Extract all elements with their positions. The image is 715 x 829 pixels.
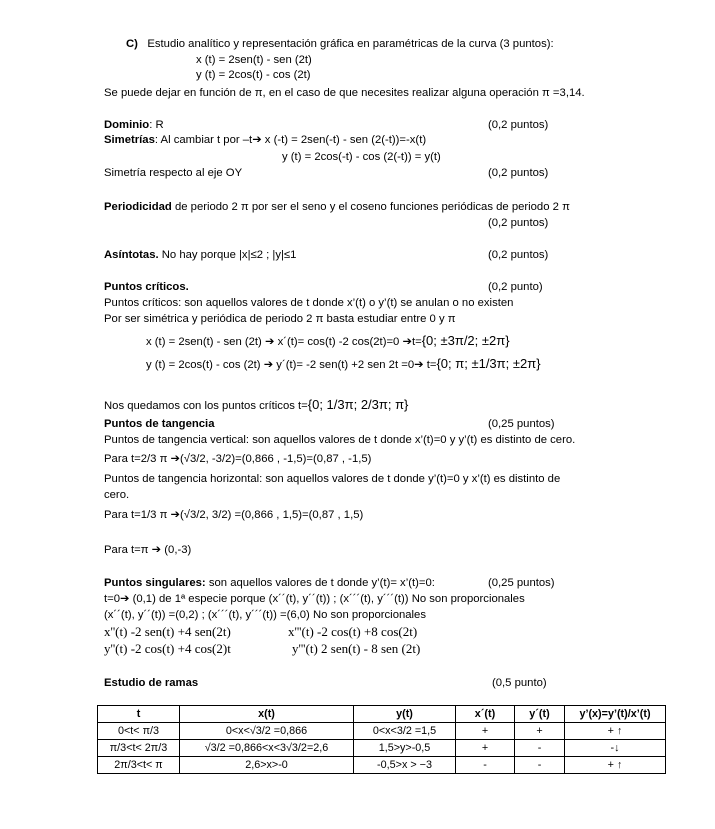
table-cell: + ↑ (565, 723, 666, 740)
table-header-cell: t (98, 706, 180, 723)
simetrias-line1: : Al cambiar t por –t➔ x (-t) = 2sen(-t) - sen (2(-t))=-x(t) (154, 134, 427, 146)
tangencia-para-v: Para t=2/3 π ➔(√3/2, -3/2)=(0,866 , -1,5)=(0,87 , -1,5) (104, 453, 372, 465)
table-cell: 0<x<√3/2 =0,866 (180, 723, 354, 740)
table-header-cell: y’(x)=y’(t)/x’(t) (565, 706, 666, 723)
criticos-x-set: {0; ±3π/2; ±2π} (421, 333, 510, 348)
singulares-line2: (x´´(t), y´´(t)) =(0,2) ; (x´´´(t), y´´´(t)) =(6,0) No son proporcionales (104, 609, 426, 621)
table-cell: - (456, 757, 515, 774)
tangencia-label: Puntos de tangencia (104, 418, 215, 430)
table-header-cell: x´(t) (456, 706, 515, 723)
table-cell: 1,5>y>-0,5 (354, 740, 456, 757)
pi-note: Se puede dejar en función de π, en el caso de que necesites realizar alguna operación π =3,14. (104, 87, 585, 99)
singulares-d3x: x'''(t) -2 cos(t) +8 cos(2t) (288, 624, 418, 639)
criticos-line1: Puntos críticos: son aquellos valores de t donde x’(t) o y’(t) se anulan o no existen (104, 297, 514, 309)
equation-x: x (t) = 2sen(t) - sen (2t) (196, 54, 312, 66)
table-cell: - (515, 757, 565, 774)
criticos-points: (0,2 punto) (488, 281, 543, 293)
singulares-d2x: x''(t) -2 sen(t) +4 sen(2t) (104, 624, 231, 639)
asintotas-points: (0,2 puntos) (488, 249, 549, 261)
tangencia-points: (0,25 puntos) (488, 418, 555, 430)
tangencia-horizontal-2: cero. (104, 489, 130, 501)
table-cell: 0<x<3/2 =1,5 (354, 723, 456, 740)
criticos-line2: Por ser simétrica y periódica de periodo 2 π basta estudiar entre 0 y π (104, 313, 456, 325)
singulares-points: (0,25 puntos) (488, 577, 555, 589)
singulares (104, 577, 435, 591)
dominio-points: (0,2 puntos) (488, 119, 549, 131)
singulares-text: son aquellos valores de t donde y’(t)= x’(t)=0: (205, 577, 435, 589)
tangencia-para-h: Para t=1/3 π ➔(√3/2, 3/2) =(0,866 , 1,5)=(0,87 , 1,5) (104, 509, 364, 521)
table-header-row (98, 706, 666, 723)
table-cell: 2,6>x>-0 (180, 757, 354, 774)
tangencia-para-pi: Para t=π ➔ (0,-3) (104, 544, 192, 556)
asintotas (104, 249, 296, 263)
periodicidad-text: de periodo 2 π por ser el seno y el coseno funciones periódicas de periodo 2 π (171, 201, 570, 213)
periodicidad-label: Periodicidad (104, 201, 172, 213)
criticos-x (146, 333, 510, 350)
section-title: Estudio analítico y representación gráfica en paramétricas de la curva (3 puntos): (147, 38, 554, 50)
ramas-points: (0,5 punto) (492, 677, 547, 689)
ramas-heading (104, 677, 198, 691)
criticos-y-set: {0; π; ±1/3π; ±2π} (436, 356, 541, 371)
table-header-cell: y´(t) (515, 706, 565, 723)
criticos-y-line: y (t) = 2cos(t) - cos (2t) ➔ y´(t)= -2 sen(t) +2 sen 2t =0➔ t= (146, 359, 437, 371)
criticos-label: Puntos críticos. (104, 281, 189, 293)
section-header (126, 38, 554, 52)
table-row (98, 757, 666, 774)
periodicidad-points: (0,2 puntos) (488, 217, 549, 229)
table-cell: 2π/3<t< π (98, 757, 180, 774)
table-cell: + ↑ (565, 757, 666, 774)
table-header-cell: x(t) (180, 706, 354, 723)
dominio (104, 119, 164, 133)
tangencia-heading (104, 418, 214, 432)
criticos-keep (104, 397, 408, 414)
ramas-table (97, 705, 666, 774)
tangencia-horizontal-1: Puntos de tangencia horizontal: son aquellos valores de t donde y’(t)=0 y x’(t) es distinto de (104, 473, 561, 485)
table-cell: -0,5>x > −3 (354, 757, 456, 774)
equation-y: y (t) = 2cos(t) - cos (2t) (196, 69, 311, 81)
simetrias-points: (0,2 puntos) (488, 167, 549, 179)
table-row (98, 740, 666, 757)
criticos-heading (104, 281, 189, 295)
table-cell: + (515, 723, 565, 740)
tangencia-vertical: Puntos de tangencia vertical: son aquellos valores de t donde x’(t)=0 y y’(t) es distinto de cero. (104, 434, 576, 446)
criticos-keep-set: {0; 1/3π; 2/3π; π} (307, 397, 409, 412)
simetrias-line2: y (t) = 2cos(-t) - cos (2(-t)) = y(t) (282, 151, 441, 163)
table-cell: - (515, 740, 565, 757)
simetrias (104, 134, 426, 148)
table-row (98, 723, 666, 740)
dominio-label: Dominio (104, 119, 150, 131)
criticos-keep-text: Nos quedamos con los puntos críticos t= (104, 400, 308, 412)
singulares-label: Puntos singulares: (104, 577, 206, 589)
table-cell: 0<t< π/3 (98, 723, 180, 740)
dominio-value: : R (149, 119, 164, 131)
table-cell: √3/2 =0,866<x<3√3/2=2,6 (180, 740, 354, 757)
simetrias-label: Simetrías (104, 134, 155, 146)
singulares-d2y: y''(t) -2 cos(t) +4 cos(2)t (104, 641, 231, 656)
ramas-label: Estudio de ramas (104, 677, 199, 689)
periodicidad (104, 201, 570, 215)
table-cell: + (456, 740, 515, 757)
singulares-d3y: y'''(t) 2 sen(t) - 8 sen (2t) (292, 641, 421, 656)
criticos-x-line: x (t) = 2sen(t) - sen (2t) ➔ x´(t)= cos(t) -2 cos(2t)=0 ➔t= (146, 336, 422, 348)
simetrias-conclusion: Simetría respecto al eje OY (104, 167, 243, 179)
section-label: C) (126, 38, 138, 50)
table-cell: π/3<t< 2π/3 (98, 740, 180, 757)
asintotas-label: Asíntotas. (104, 249, 159, 261)
singulares-line1: t=0➔ (0,1) de 1ª especie porque (x´´(t), y´´(t)) ; (x´´´(t), y´´´(t)) No son proporcionales (104, 593, 525, 605)
criticos-y (146, 356, 541, 373)
table-cell: + (456, 723, 515, 740)
asintotas-text: No hay porque |x|≤2 ; |y|≤1 (158, 249, 297, 261)
table-header-cell: y(t) (354, 706, 456, 723)
table-cell: -↓ (565, 740, 666, 757)
